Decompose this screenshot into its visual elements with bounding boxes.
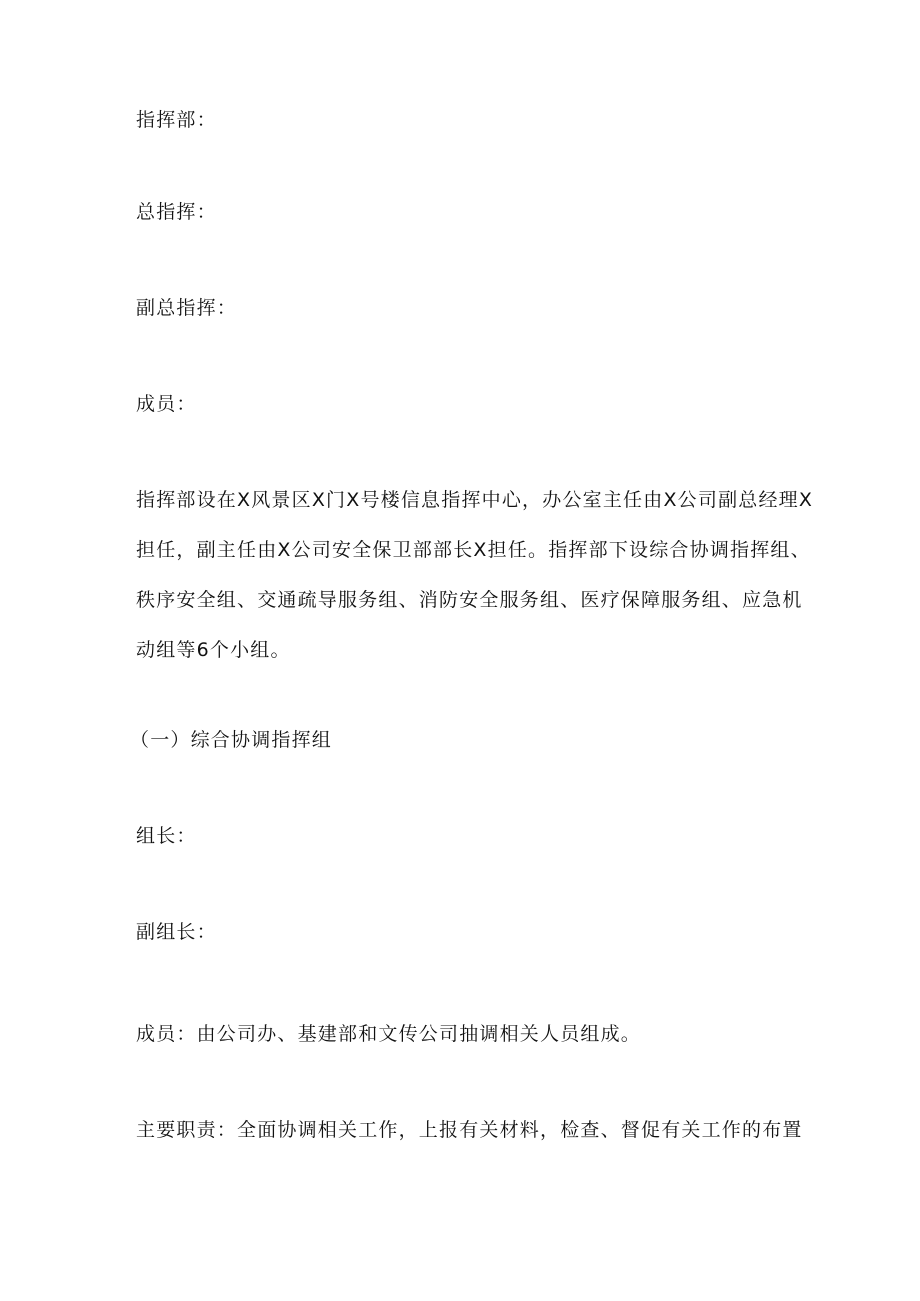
group-leader-label: 组长： [136, 825, 197, 847]
deputy-commander-label: 副总指挥： [136, 297, 238, 319]
deputy-group-leader-label: 副组长： [136, 921, 217, 943]
main-duties-text: 主要职责：全面协调相关工作，上报有关材料，检查、督促有关工作的布置 [136, 1119, 803, 1141]
commander-label: 总指挥： [136, 201, 217, 223]
paragraph-line: 指挥部设在X风景区X门X号楼信息指挥中心，办公室主任由X公司副总经理X [136, 489, 814, 511]
headquarters-description [136, 488, 813, 662]
paragraph-line: 秩序安全组、交通疏导服务组、消防安全服务组、医疗保障服务组、应急机 [136, 589, 803, 611]
section-heading: （一）综合协调指挥组 [130, 729, 333, 751]
paragraph-line: 动组等6个小组。 [136, 639, 291, 661]
group-members-text: 成员：由公司办、基建部和文传公司抽调相关人员组成。 [136, 1023, 642, 1045]
members-label: 成员： [136, 393, 197, 415]
paragraph-line: 担任，副主任由X公司安全保卫部部长X担任。指挥部下设综合协调指挥组、 [136, 539, 811, 561]
headquarters-label: 指挥部： [136, 109, 217, 131]
